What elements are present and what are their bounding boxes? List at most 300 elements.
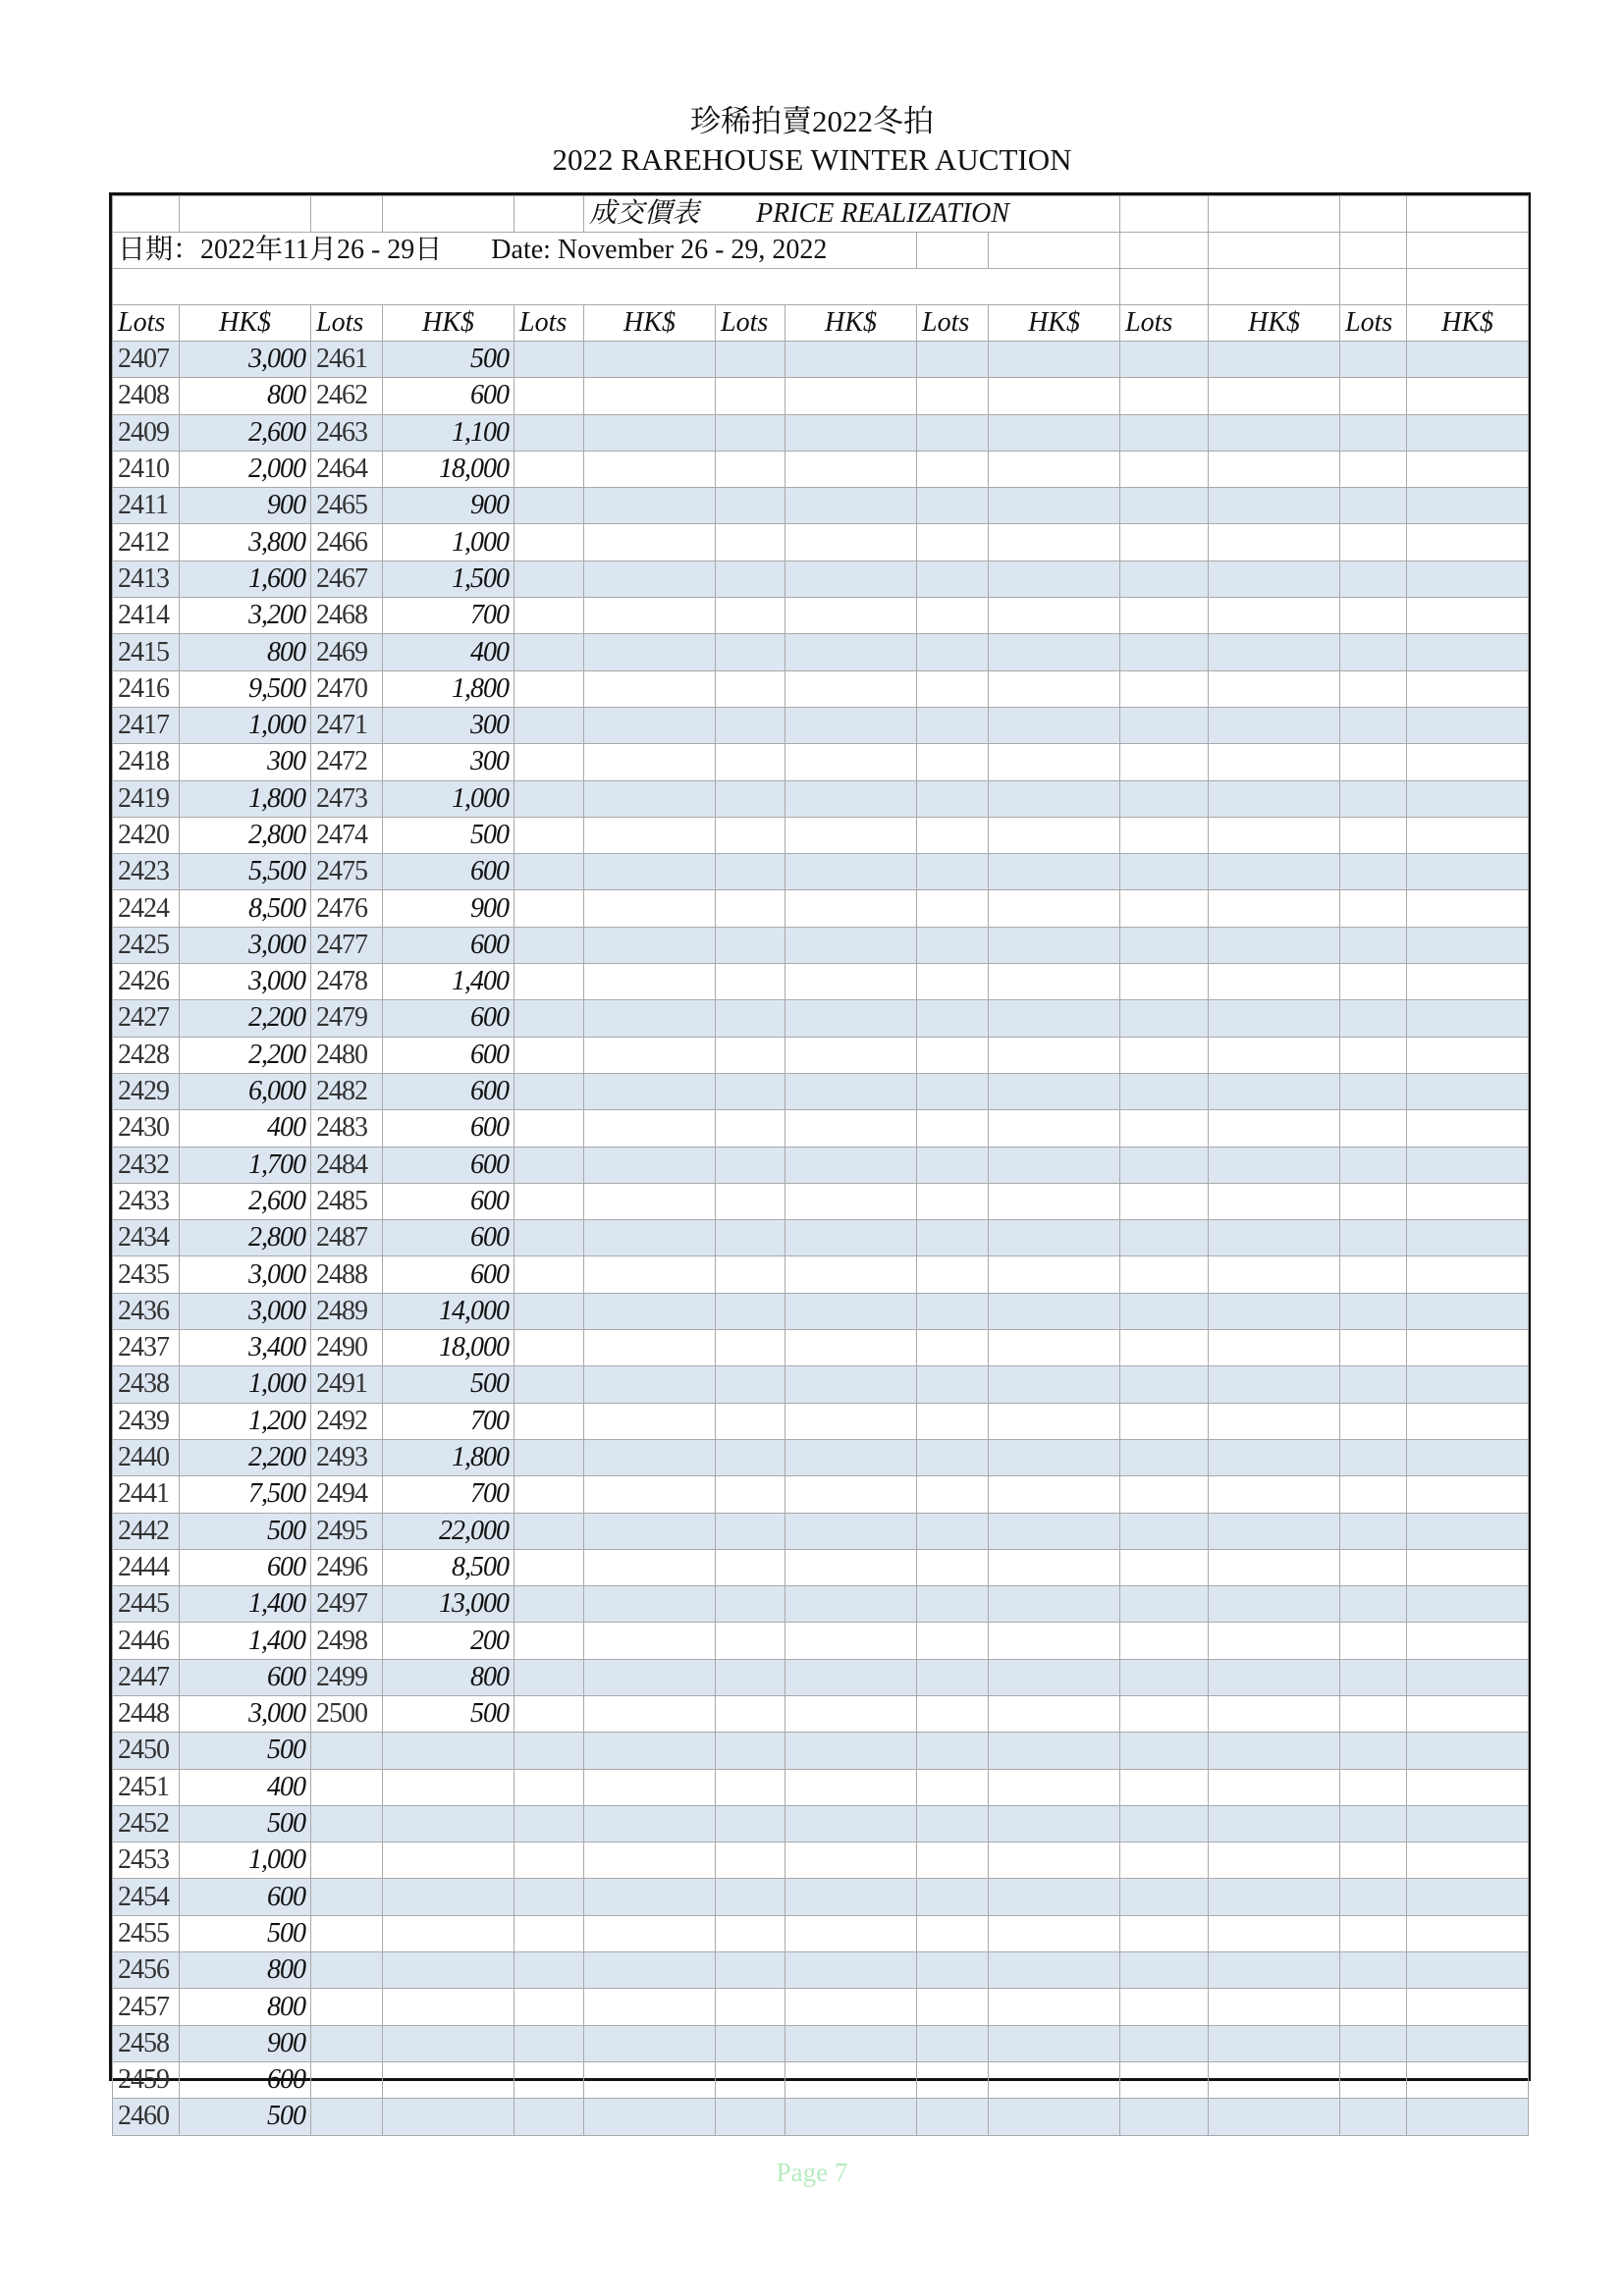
auction-title-chinese: 珍稀拍賣2022冬拍: [690, 104, 934, 138]
empty-cell: [716, 1695, 785, 1732]
empty-cell: [514, 1879, 584, 1915]
empty-cell: [514, 1220, 584, 1256]
empty-cell: [1340, 1659, 1407, 1695]
empty-cell: [1209, 1623, 1340, 1659]
lot-number: 2491: [311, 1366, 383, 1403]
empty-cell: [917, 1476, 989, 1513]
empty-cell: [785, 1989, 917, 2025]
empty-cell: [917, 634, 989, 670]
hammer-price: 5,500: [180, 854, 311, 890]
lot-number: 2472: [311, 744, 383, 780]
empty-cell: [989, 1000, 1120, 1037]
lot-number: [311, 1915, 383, 1951]
empty-cell: [1340, 2025, 1407, 2061]
empty-cell: [989, 817, 1120, 853]
empty-cell: [716, 707, 785, 743]
empty-cell: [716, 670, 785, 707]
empty-cell: [785, 1513, 917, 1549]
empty-cell: [584, 1586, 716, 1623]
empty-cell: [514, 1073, 584, 1109]
empty-cell: [584, 964, 716, 1000]
empty-cell: [716, 1549, 785, 1585]
empty-cell: [514, 1623, 584, 1659]
empty-cell: [785, 1842, 917, 1879]
hammer-price: 500: [180, 1513, 311, 1549]
hammer-price: 600: [383, 854, 514, 890]
empty-cell: [514, 1366, 584, 1403]
empty-cell: [1407, 744, 1529, 780]
empty-cell: [1407, 1586, 1529, 1623]
empty-cell: [1209, 744, 1340, 780]
column-header-lots: Lots: [1340, 305, 1407, 342]
lot-number: 2414: [113, 598, 180, 634]
empty-cell: [1120, 1293, 1209, 1329]
hammer-price: 2,000: [180, 451, 311, 487]
lot-number: 2441: [113, 1476, 180, 1513]
hammer-price: [383, 2061, 514, 2098]
lot-number: 2425: [113, 927, 180, 963]
lot-number: 2436: [113, 1293, 180, 1329]
lot-number: 2458: [113, 2025, 180, 2061]
table-row: [113, 488, 1529, 524]
empty-cell: [514, 1769, 584, 1805]
column-header-lots: Lots: [1120, 305, 1209, 342]
empty-cell: [785, 707, 917, 743]
empty-cell: [514, 744, 584, 780]
empty-cell: [1407, 854, 1529, 890]
table-row: [113, 2099, 1529, 2135]
hammer-price: 200: [383, 1623, 514, 1659]
hammer-price: 1,000: [180, 707, 311, 743]
empty-cell: [1340, 378, 1407, 414]
empty-cell: [917, 1256, 989, 1293]
empty-cell: [785, 890, 917, 927]
lot-number: 2448: [113, 1695, 180, 1732]
empty-cell: [989, 1695, 1120, 1732]
lot-number: 2459: [113, 2061, 180, 2098]
lot-number: 2435: [113, 1256, 180, 1293]
empty-cell: [716, 561, 785, 597]
empty-cell: [1407, 1915, 1529, 1951]
empty-cell: [1209, 1879, 1340, 1915]
empty-cell: [584, 1915, 716, 1951]
lot-number: [311, 1733, 383, 1769]
empty-cell: [989, 964, 1120, 1000]
empty-cell: [584, 1805, 716, 1842]
lot-number: 2497: [311, 1586, 383, 1623]
lot-number: 2469: [311, 634, 383, 670]
table-row: [113, 780, 1529, 817]
empty-cell: [716, 1879, 785, 1915]
column-header-price: HK$: [383, 305, 514, 342]
empty-cell: [1120, 1659, 1209, 1695]
empty-cell: [989, 707, 1120, 743]
empty-cell: [917, 927, 989, 963]
hammer-price: 3,200: [180, 598, 311, 634]
empty-cell: [584, 2099, 716, 2135]
empty-cell: [514, 378, 584, 414]
empty-cell: [785, 1915, 917, 1951]
empty-cell: [1407, 1403, 1529, 1439]
empty-cell: [1120, 1073, 1209, 1109]
empty-cell: [1340, 1220, 1407, 1256]
lot-number: 2438: [113, 1366, 180, 1403]
empty-cell: [917, 1000, 989, 1037]
lot-number: [311, 2099, 383, 2135]
empty-cell: [1340, 1439, 1407, 1475]
empty-cell: [1340, 1000, 1407, 1037]
hammer-price: 3,000: [180, 1695, 311, 1732]
lot-number: 2482: [311, 1073, 383, 1109]
table-row: [113, 1256, 1529, 1293]
hammer-price: 2,200: [180, 1037, 311, 1073]
sale-date: [113, 233, 917, 269]
empty-cell: [1209, 561, 1340, 597]
lot-number: 2446: [113, 1623, 180, 1659]
empty-cell: [1407, 1330, 1529, 1366]
empty-cell: [514, 927, 584, 963]
empty-cell: [1340, 1256, 1407, 1293]
empty-cell: [785, 414, 917, 451]
empty-cell: [1340, 1733, 1407, 1769]
hammer-price: 600: [180, 1549, 311, 1585]
empty-cell: [584, 2025, 716, 2061]
empty-cell: [1407, 817, 1529, 853]
empty-cell: [716, 964, 785, 1000]
empty-cell: [1209, 1147, 1340, 1183]
empty-cell: [785, 1073, 917, 1109]
empty-cell: [514, 1293, 584, 1329]
empty-cell: [1340, 1403, 1407, 1439]
table-row: [113, 927, 1529, 963]
lot-number: 2407: [113, 342, 180, 378]
hammer-price: 7,500: [180, 1476, 311, 1513]
empty-cell: [1209, 1549, 1340, 1585]
empty-cell: [1120, 1183, 1209, 1219]
column-header-lots: Lots: [716, 305, 785, 342]
hammer-price: 2,200: [180, 1000, 311, 1037]
hammer-price: 500: [180, 1733, 311, 1769]
empty-cell: [917, 1183, 989, 1219]
empty-cell: [1340, 1037, 1407, 1073]
empty-cell: [1407, 1256, 1529, 1293]
lot-number: 2495: [311, 1513, 383, 1549]
empty-cell: [1407, 2061, 1529, 2098]
empty-cell: [584, 524, 716, 561]
empty-cell: [989, 927, 1120, 963]
empty-cell: [785, 1000, 917, 1037]
lot-number: 2461: [311, 342, 383, 378]
column-header-lots: Lots: [917, 305, 989, 342]
hammer-price: 1,500: [383, 561, 514, 597]
empty-cell: [917, 1952, 989, 1989]
hammer-price: 400: [383, 634, 514, 670]
empty-cell: [1209, 1769, 1340, 1805]
hammer-price: 800: [180, 634, 311, 670]
empty-cell: [785, 2061, 917, 2098]
empty-cell: [716, 378, 785, 414]
empty-cell: [716, 1513, 785, 1549]
lot-number: 2499: [311, 1659, 383, 1695]
empty-cell: [716, 1659, 785, 1695]
column-header-price: HK$: [1209, 305, 1340, 342]
hammer-price: 600: [383, 1256, 514, 1293]
table-row: [113, 1513, 1529, 1549]
empty-cell: [1407, 1476, 1529, 1513]
empty-cell: [584, 1366, 716, 1403]
empty-cell: [1209, 817, 1340, 853]
lot-number: 2484: [311, 1147, 383, 1183]
empty-cell: [1120, 1256, 1209, 1293]
table-row: [113, 1037, 1529, 1073]
hammer-price: 1,400: [383, 964, 514, 1000]
empty-cell: [1209, 1220, 1340, 1256]
empty-cell: [716, 1842, 785, 1879]
empty-cell: [716, 854, 785, 890]
empty-cell: [1340, 561, 1407, 597]
empty-cell: [785, 927, 917, 963]
empty-cell: [1340, 1623, 1407, 1659]
hammer-price: [383, 1805, 514, 1842]
empty-cell: [716, 634, 785, 670]
empty-cell: [989, 890, 1120, 927]
hammer-price: 500: [180, 1805, 311, 1842]
empty-cell: [514, 1183, 584, 1219]
empty-cell: [584, 451, 716, 487]
column-header-price: HK$: [1407, 305, 1529, 342]
lot-number: [311, 2061, 383, 2098]
empty-cell: [1209, 598, 1340, 634]
empty-cell: [1120, 1000, 1209, 1037]
empty-cell: [1209, 1439, 1340, 1475]
lot-number: 2415: [113, 634, 180, 670]
empty-cell: [1120, 1147, 1209, 1183]
empty-cell: [989, 561, 1120, 597]
empty-cell: [785, 1256, 917, 1293]
empty-cell: [514, 1110, 584, 1147]
empty-cell: [584, 1147, 716, 1183]
empty-cell: [716, 2025, 785, 2061]
lot-number: 2492: [311, 1403, 383, 1439]
lot-number: [311, 1842, 383, 1879]
empty-cell: [584, 561, 716, 597]
empty-cell: [1209, 1037, 1340, 1073]
empty-cell: [716, 1073, 785, 1109]
empty-cell: [716, 1000, 785, 1037]
hammer-price: [383, 1989, 514, 2025]
empty-cell: [1340, 342, 1407, 378]
empty-cell: [584, 1769, 716, 1805]
empty-cell: [514, 1330, 584, 1366]
lot-number: 2419: [113, 780, 180, 817]
lot-number: 2411: [113, 488, 180, 524]
hammer-price: 500: [383, 817, 514, 853]
empty-cell: [514, 342, 584, 378]
empty-cell: [785, 2025, 917, 2061]
empty-cell: [514, 1549, 584, 1585]
empty-cell: [1340, 854, 1407, 890]
hammer-price: 800: [180, 378, 311, 414]
table-row: [113, 890, 1529, 927]
empty-cell: [1407, 1293, 1529, 1329]
lot-number: 2483: [311, 1110, 383, 1147]
empty-cell: [989, 1659, 1120, 1695]
empty-cell: [917, 1220, 989, 1256]
empty-cell: [917, 1439, 989, 1475]
empty-cell: [716, 1330, 785, 1366]
empty-cell: [1209, 488, 1340, 524]
empty-cell: [785, 1330, 917, 1366]
table-row: [113, 1549, 1529, 1585]
empty-cell: [785, 817, 917, 853]
sale-date-english: Date: November 26 - 29, 2022: [491, 235, 828, 265]
empty-cell: [514, 598, 584, 634]
empty-cell: [1209, 1695, 1340, 1732]
empty-cell: [917, 1330, 989, 1366]
empty-cell: [716, 524, 785, 561]
hammer-price: 2,200: [180, 1439, 311, 1475]
empty-cell: [989, 1293, 1120, 1329]
lot-number: 2479: [311, 1000, 383, 1037]
empty-cell: [584, 780, 716, 817]
lot-number: 2426: [113, 964, 180, 1000]
lot-number: 2485: [311, 1183, 383, 1219]
empty-cell: [1120, 598, 1209, 634]
empty-cell: [1209, 2061, 1340, 2098]
empty-cell: [785, 378, 917, 414]
empty-cell: [584, 1549, 716, 1585]
empty-cell: [917, 598, 989, 634]
empty-cell: [716, 780, 785, 817]
empty-cell: [716, 1476, 785, 1513]
empty-cell: [1340, 1366, 1407, 1403]
hammer-price: [383, 2025, 514, 2061]
empty-cell: [917, 414, 989, 451]
empty-cell: [917, 1989, 989, 2025]
empty-cell: [917, 707, 989, 743]
hammer-price: 900: [180, 2025, 311, 2061]
lot-number: 2420: [113, 817, 180, 853]
empty-cell: [989, 524, 1120, 561]
lot-number: 2474: [311, 817, 383, 853]
table-row: [113, 634, 1529, 670]
empty-cell: [1209, 414, 1340, 451]
empty-cell: [1120, 561, 1209, 597]
empty-cell: [716, 1366, 785, 1403]
empty-cell: [989, 488, 1120, 524]
empty-cell: [514, 2099, 584, 2135]
empty-cell: [1209, 890, 1340, 927]
table-row: [113, 598, 1529, 634]
empty-cell: [1340, 1989, 1407, 2025]
empty-cell: [1407, 1110, 1529, 1147]
hammer-price: 800: [180, 1989, 311, 2025]
hammer-price: [383, 1733, 514, 1769]
lot-number: 2417: [113, 707, 180, 743]
hammer-price: 500: [180, 1915, 311, 1951]
empty-cell: [785, 1549, 917, 1585]
hammer-price: 3,000: [180, 964, 311, 1000]
empty-cell: [1209, 1110, 1340, 1147]
hammer-price: 1,200: [180, 1403, 311, 1439]
empty-cell: [989, 1733, 1120, 1769]
empty-cell: [989, 670, 1120, 707]
empty-cell: [1340, 964, 1407, 1000]
empty-cell: [1209, 1403, 1340, 1439]
empty-cell: [716, 1586, 785, 1623]
empty-cell: [1120, 1403, 1209, 1439]
hammer-price: [383, 2099, 514, 2135]
empty-cell: [785, 1659, 917, 1695]
empty-cell: [917, 1110, 989, 1147]
lot-number: 2418: [113, 744, 180, 780]
empty-cell: [1340, 744, 1407, 780]
hammer-price: 1,800: [180, 780, 311, 817]
hammer-price: 600: [383, 1220, 514, 1256]
empty-cell: [514, 451, 584, 487]
empty-cell: [716, 342, 785, 378]
hammer-price: 600: [383, 1183, 514, 1219]
empty-cell: [1120, 890, 1209, 927]
empty-cell: [1407, 1733, 1529, 1769]
empty-cell: [514, 1000, 584, 1037]
empty-cell: [514, 561, 584, 597]
empty-cell: [716, 927, 785, 963]
empty-cell: [1340, 1879, 1407, 1915]
empty-cell: [1340, 634, 1407, 670]
lot-number: 2408: [113, 378, 180, 414]
empty-cell: [1209, 1183, 1340, 1219]
empty-cell: [584, 634, 716, 670]
lot-number: 2440: [113, 1439, 180, 1475]
empty-cell: [1407, 1879, 1529, 1915]
empty-cell: [716, 890, 785, 927]
empty-cell: [989, 1110, 1120, 1147]
empty-cell: [584, 598, 716, 634]
empty-cell: [1407, 414, 1529, 451]
empty-cell: [917, 1805, 989, 1842]
hammer-price: 2,800: [180, 817, 311, 853]
empty-cell: [917, 817, 989, 853]
title-row: [113, 196, 1529, 233]
hammer-price: 1,700: [180, 1147, 311, 1183]
hammer-price: 1,400: [180, 1586, 311, 1623]
table-row: [113, 1733, 1529, 1769]
empty-cell: [917, 524, 989, 561]
empty-cell: [584, 414, 716, 451]
empty-cell: [1120, 2025, 1209, 2061]
hammer-price: 600: [383, 927, 514, 963]
empty-cell: [514, 670, 584, 707]
hammer-price: 22,000: [383, 1513, 514, 1549]
empty-cell: [917, 1293, 989, 1329]
empty-cell: [785, 1952, 917, 1989]
hammer-price: 300: [383, 707, 514, 743]
empty-cell: [1407, 1842, 1529, 1879]
page-number: Page 7: [776, 2158, 848, 2187]
empty-cell: [1407, 488, 1529, 524]
empty-cell: [1209, 1952, 1340, 1989]
hammer-price: 3,000: [180, 927, 311, 963]
lot-number: 2451: [113, 1769, 180, 1805]
empty-cell: [989, 1952, 1120, 1989]
lot-number: 2468: [311, 598, 383, 634]
empty-cell: [989, 1403, 1120, 1439]
empty-cell: [917, 2061, 989, 2098]
empty-cell: [917, 1586, 989, 1623]
hammer-price: 700: [383, 1476, 514, 1513]
empty-cell: [584, 1403, 716, 1439]
